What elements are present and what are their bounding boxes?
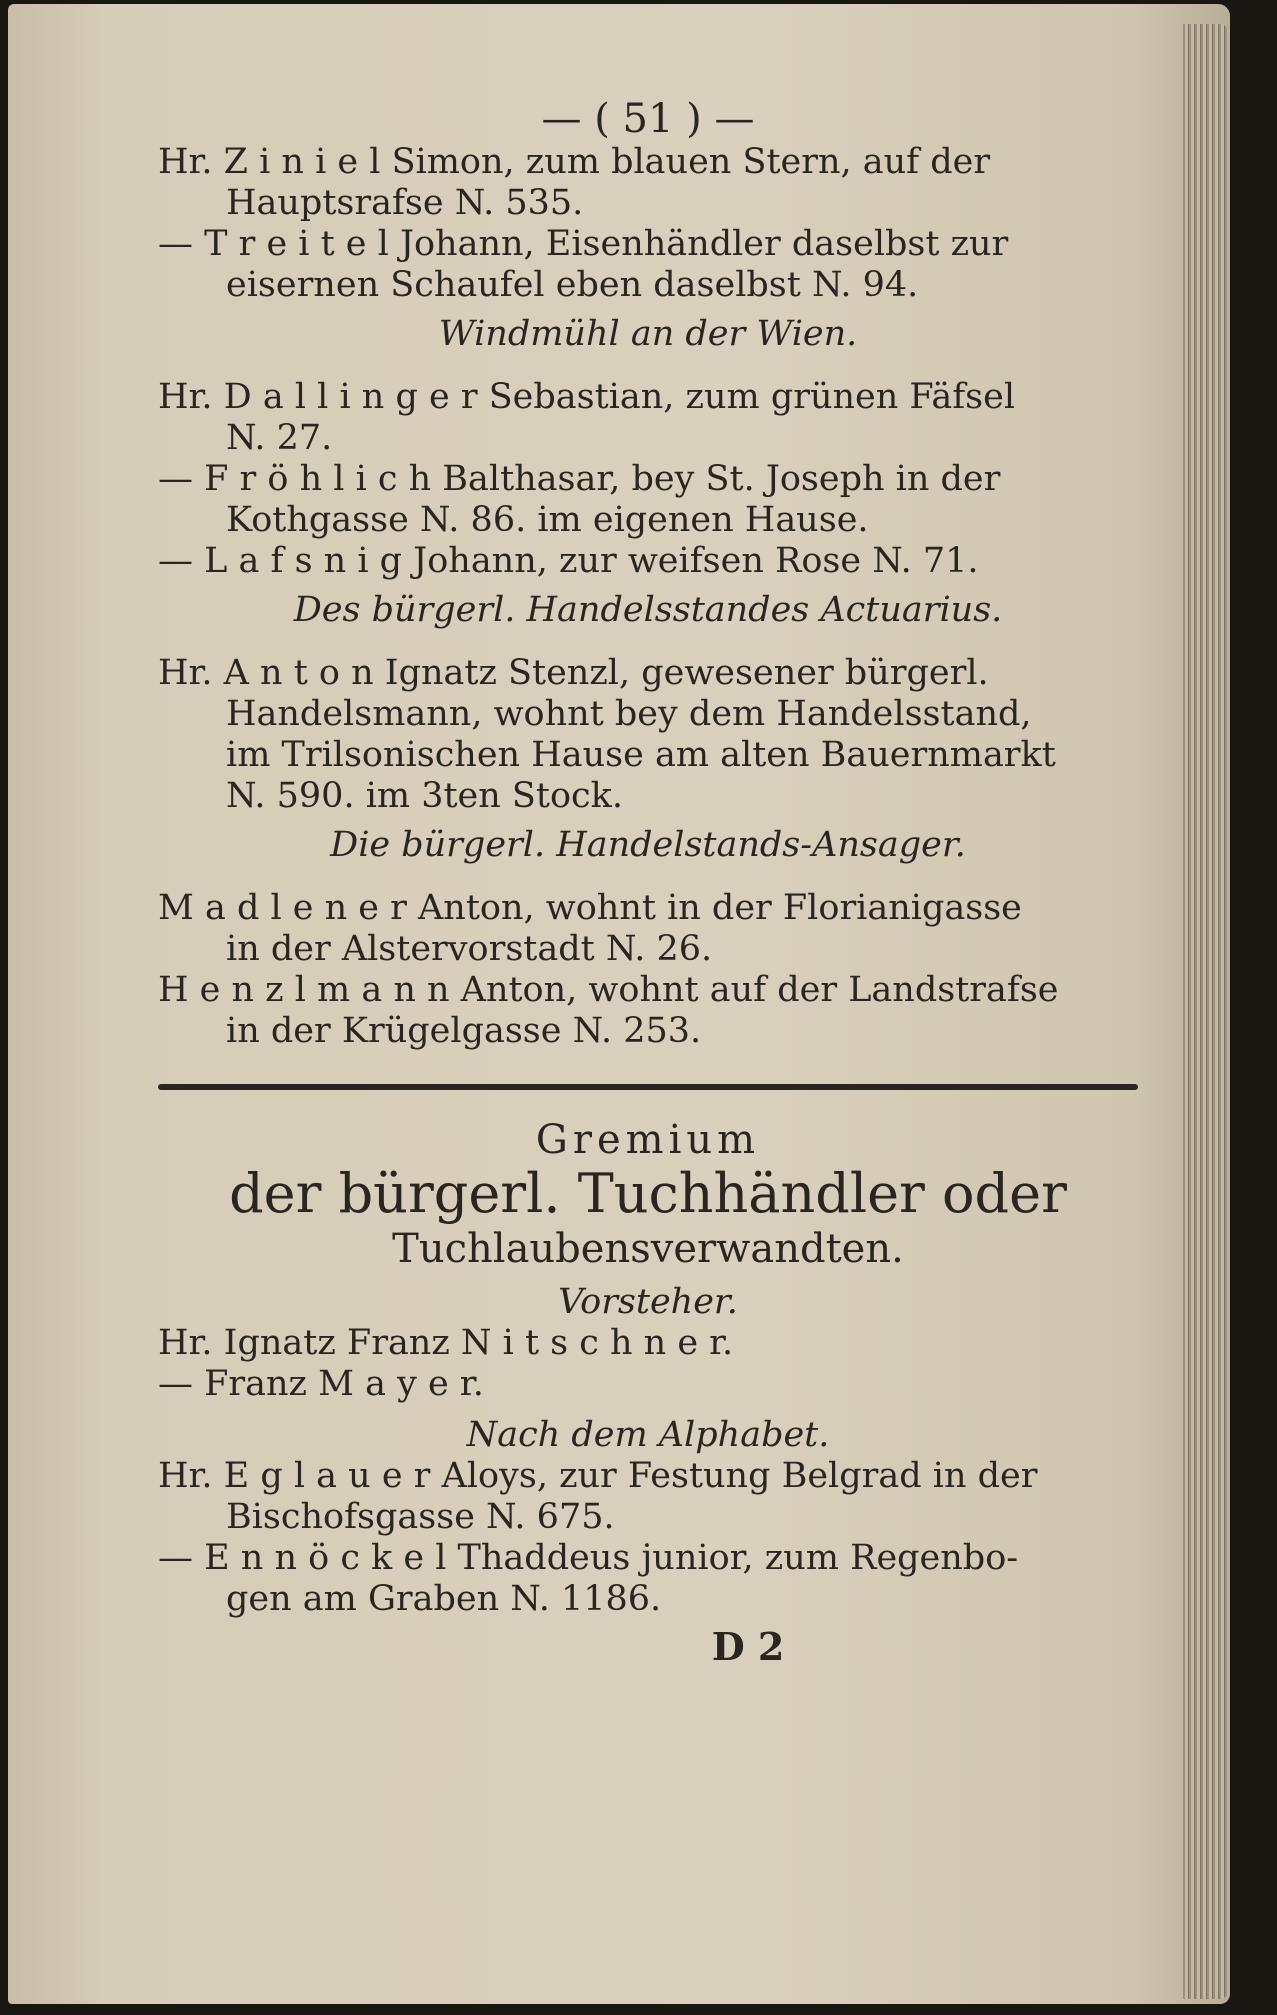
section-windmuehl: Windmühl an der Wien.	[438, 314, 858, 354]
entry-treitel: — T r e i t e l Johann, Eisenhändler daselbst zur eisernen Schaufel eben daselbst N. 94.	[158, 224, 1009, 305]
gremium-subtitle-2: Tuchlaubensverwandten.	[392, 1226, 904, 1272]
page-number: — ( 51 ) —	[541, 96, 755, 142]
entry-dallinger: Hr. D a l l i n g e r Sebastian, zum grünen Fäfsel N. 27.	[158, 377, 1016, 458]
vorsteher-nitschner: Hr. Ignatz Franz N i t s c h n e r.	[158, 1323, 734, 1363]
entry-madlener: M a d l e n e r Anton, wohnt in der Florianigasse in der Alstervorstadt N. 26.	[158, 888, 1022, 969]
entry-henzlmann: H e n z l m a n n Anton, wohnt auf der Landstrafse in der Krügelgasse N. 253.	[158, 970, 1059, 1051]
gremium-subtitle: der bürgerl. Tuchhändler oder	[229, 1162, 1067, 1225]
gremium-title: Gremium	[535, 1117, 761, 1163]
section-ansager: Die bürgerl. Handelstands-Ansager.	[330, 825, 966, 865]
page-text	[158, 96, 1138, 1669]
book-page	[8, 4, 1230, 2004]
entry-ziniel: Hr. Z i n i e l Simon, zum blauen Stern, auf der Hauptsrafse N. 535.	[158, 142, 991, 223]
section-actuarius: Des bürgerl. Handelsstandes Actuarius.	[293, 590, 1003, 630]
entry-ennoeckel: — E n n ö c k e l Thaddeus junior, zum Regenbo- gen am Graben N. 1186.	[158, 1538, 1019, 1619]
entry-lassnig: — L a f s n i g Johann, zur weifsen Rose N. 71.	[158, 541, 979, 581]
section-alphabet: Nach dem Alphabet.	[466, 1415, 830, 1455]
entry-eglauer: Hr. E g l a u e r Aloys, zur Festung Belgrad in der Bischofsgasse N. 675.	[158, 1456, 1038, 1537]
entry-froehlich: — F r ö h l i c h Balthasar, bey St. Joseph in der Kothgasse N. 86. im eigenen Hause.	[158, 459, 1001, 540]
entry-stenzl: Hr. A n t o n Ignatz Stenzl, gewesener bürgerl. Handelsmann, wohnt bey dem Handelsstand, im Trilsonischen Hause am alten Bauernmarkt N. 590. im 3ten Stock.	[158, 653, 1056, 816]
page-edge	[1183, 24, 1228, 1999]
section-vorsteher: Vorsteher.	[558, 1282, 738, 1322]
vorsteher-mayer: — Franz M a y e r.	[158, 1364, 484, 1404]
signature-mark: D 2	[711, 1624, 785, 1669]
section-divider	[158, 1084, 1138, 1090]
